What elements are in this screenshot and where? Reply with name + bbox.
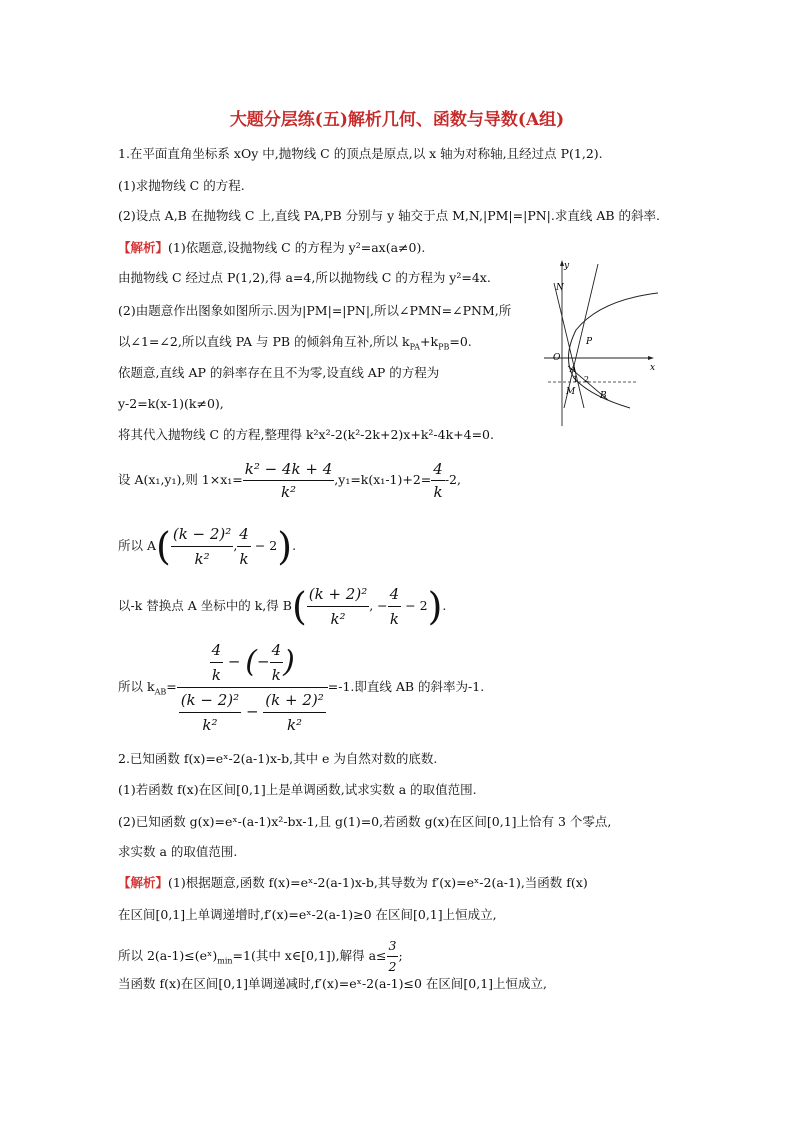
q1-s9-c: − 2: [254, 538, 278, 553]
q2-s3-c: ;: [398, 948, 403, 963]
num-frac-2-top: 4: [271, 641, 282, 659]
q1-s8-a: 设 A(x₁,y₁),则 1×x₁=: [118, 472, 243, 487]
num-frac-1-bottom: k: [210, 662, 224, 687]
q2-s3-a: 所以 2(a-1)≤(eˣ): [118, 948, 218, 963]
q2-solution-line1: [118, 874, 588, 892]
fraction-ax-num: (k − 2)²: [172, 525, 232, 543]
q1-s9-line: 所以 A( $\frac{\text{(k − 2)²}}{\text{k²}}$ , $\frac{4}{k}$ − 2).: [118, 522, 296, 571]
q1-part1: (1)求抛物线 C 的方程.: [118, 178, 245, 193]
fraction-three-halves-den: 2: [387, 956, 399, 977]
parabola-curve: [568, 293, 658, 408]
q1-s11-a: 所以 k: [118, 679, 155, 694]
q2-s1: (1)根据题意,函数 f(x)=eˣ-2(a-1)x-b,其导数为 f′(x)=eˣ-2(a-1),当函数 f(x): [168, 875, 588, 890]
graph-x-label: x: [650, 363, 656, 373]
fraction-ay: [237, 522, 251, 571]
fraction-x1: [243, 458, 335, 503]
fraction-x1-num: k² − 4k + 4: [244, 460, 333, 478]
q2-stem: 2.已知函数 f(x)=eˣ-2(a-1)x-b,其中 e 为自然对数的底数.: [118, 751, 438, 766]
slope-denominator: $\frac{\text{(k − 2)²}}{\text{k²}}$ − $\frac{\text{(k + 2)²}}{\text{k²}}$: [177, 687, 328, 737]
q1-s1: (1)依题意,设抛物线 C 的方程为 y²=ax(a≠0).: [168, 240, 426, 255]
fraction-bx-den: k²: [307, 606, 369, 631]
slope-numerator: $\frac{4}{k}$ − (− $\frac{4}{k}$ ): [177, 638, 328, 687]
q2-s4: 当函数 f(x)在区间[0,1]单调递减时,f′(x)=eˣ-2(a-1)≤0 在区间[0,1]上恒成立,: [118, 976, 548, 991]
sub-min: min: [217, 956, 233, 966]
sub-pb: PB: [438, 342, 450, 352]
num-frac-1-top: 4: [211, 641, 222, 659]
den-frac-2: [263, 688, 325, 737]
q1-s8-c: -2,: [444, 472, 461, 487]
q1-solution-line1: [118, 239, 425, 257]
fraction-y1-den: k: [431, 480, 445, 503]
num-frac-1: [210, 638, 224, 687]
den-frac-2-top: (k + 2)²: [265, 691, 324, 709]
den-frac-2-bottom: k²: [263, 712, 325, 737]
graph-p-label: P: [586, 337, 593, 347]
fraction-x1-den: k²: [243, 480, 335, 503]
fraction-bx: [307, 582, 369, 631]
q1-s11-line: [118, 638, 484, 737]
paren-left: (: [291, 584, 307, 629]
graph-a-label: A: [570, 365, 577, 375]
num-frac-2: [270, 638, 284, 687]
den-frac-1: [179, 688, 241, 737]
q2-part1: (1)若函数 f(x)在区间[0,1]上是单调函数,试求实数 a 的取值范围.: [118, 782, 477, 797]
q2-s3-line: [118, 936, 403, 977]
graph-angle2-label: 2: [584, 375, 590, 384]
paren-right: ): [427, 584, 443, 629]
fraction-y1: [431, 458, 445, 503]
q1-s7: 将其代入抛物线 C 的方程,整理得 k²x²-2(k²-2k+2)x+k²-4k+4=0.: [118, 427, 494, 442]
q1-s2: 由抛物线 C 经过点 P(1,2),得 a=4,所以抛物线 C 的方程为 y²=4x.: [118, 270, 491, 285]
page-title: 大题分层练(五)解析几何、函数与导数(A组): [229, 110, 565, 130]
fraction-y1-num: 4: [433, 460, 443, 478]
fraction-ay-num: 4: [239, 525, 249, 543]
q1-s10-a: 以-k 替换点 A 坐标中的 k,得 B: [118, 598, 292, 613]
fraction-by-num: 4: [389, 585, 400, 603]
paren-right: ): [283, 644, 295, 680]
fraction-bx-num: (k + 2)²: [308, 585, 368, 603]
q1-stem: 1.在平面直角坐标系 xOy 中,抛物线 C 的顶点是原点,以 x 轴为对称轴,且经过点 P(1,2).: [118, 146, 603, 161]
q1-s8-line: [118, 458, 461, 503]
solution-tag: 【解析】: [118, 240, 169, 255]
slope-fraction: [177, 638, 328, 737]
fraction-ay-den: k: [237, 546, 251, 571]
q2-s2: 在区间[0,1]上单调递增时,f′(x)=eˣ-2(a-1)≥0 在区间[0,1]上恒成立,: [118, 907, 497, 922]
den-frac-1-bottom: k²: [179, 712, 241, 737]
q1-s3: (2)由题意作出图象如图所示.因为|PM|=|PN|,所以∠PMN=∠PNM,所: [118, 303, 512, 318]
q1-s11-end: =-1.即直线 AB 的斜率为-1.: [327, 679, 485, 694]
x-axis-arrow: [648, 356, 654, 360]
q1-s4-end: =0.: [449, 334, 472, 349]
graph-n-label: N: [556, 283, 564, 293]
q1-s8-b: ,y₁=k(x₁-1)+2=: [334, 472, 432, 487]
q1-s4: 以∠1=∠2,所以直线 PA 与 PB 的倾斜角互补,所以 k: [118, 334, 410, 349]
parabola-diagram: [540, 258, 662, 426]
q1-s4-mid: +k: [420, 334, 439, 349]
graph-o-label: O: [553, 353, 561, 363]
fraction-three-halves-num: 3: [388, 938, 397, 953]
q2-part2b: 求实数 a 的取值范围.: [118, 844, 238, 859]
fraction-by-den: k: [388, 606, 402, 631]
den-frac-1-top: (k − 2)²: [180, 691, 240, 709]
graph-y-label: y: [564, 261, 570, 271]
fraction-ax: [171, 522, 233, 571]
graph-angle1-label: 1: [573, 375, 579, 384]
q1-s5: 依题意,直线 AP 的斜率存在且不为零,设直线 AP 的方程为: [118, 365, 440, 380]
graph-b-label: B: [600, 391, 607, 401]
graph-m-label: M: [566, 387, 576, 397]
sub-ab: AB: [154, 687, 167, 697]
q1-s4-line: [118, 333, 472, 357]
q1-s10-c: − 2: [405, 598, 428, 613]
sub-pa: PA: [409, 342, 421, 352]
q2-part2a: (2)已知函数 g(x)=eˣ-(a-1)x²-bx-1,且 g(1)=0,若函数 g(x)在区间[0,1]上恰有 3 个零点,: [118, 814, 612, 829]
fraction-three-halves: [387, 936, 399, 977]
q1-s9-a: 所以 A: [118, 538, 157, 553]
solution-tag: 【解析】: [118, 875, 169, 890]
q1-s6: y-2=k(x-1)(k≠0),: [118, 396, 224, 411]
q2-s3-b: =1(其中 x∈[0,1]),解得 a≤: [232, 948, 387, 963]
q1-s10-line: 以-k 替换点 A 坐标中的 k,得 B( $\frac{\text{(k + 2)²}}{\text{k²}}$ , − $\frac{4}{k}$ − 2).: [118, 582, 446, 631]
paren-right: ): [277, 524, 293, 569]
paren-left: (: [245, 644, 257, 680]
fraction-ax-den: k²: [171, 546, 233, 571]
q1-s11-eq: =: [166, 679, 177, 694]
num-frac-2-bottom: k: [270, 662, 284, 687]
fraction-by: [388, 582, 402, 631]
paren-left: (: [156, 524, 171, 569]
q1-part2: (2)设点 A,B 在抛物线 C 上,直线 PA,PB 分别与 y 轴交于点 M,N,|PM|=|PN|.求直线 AB 的斜率.: [118, 208, 660, 223]
